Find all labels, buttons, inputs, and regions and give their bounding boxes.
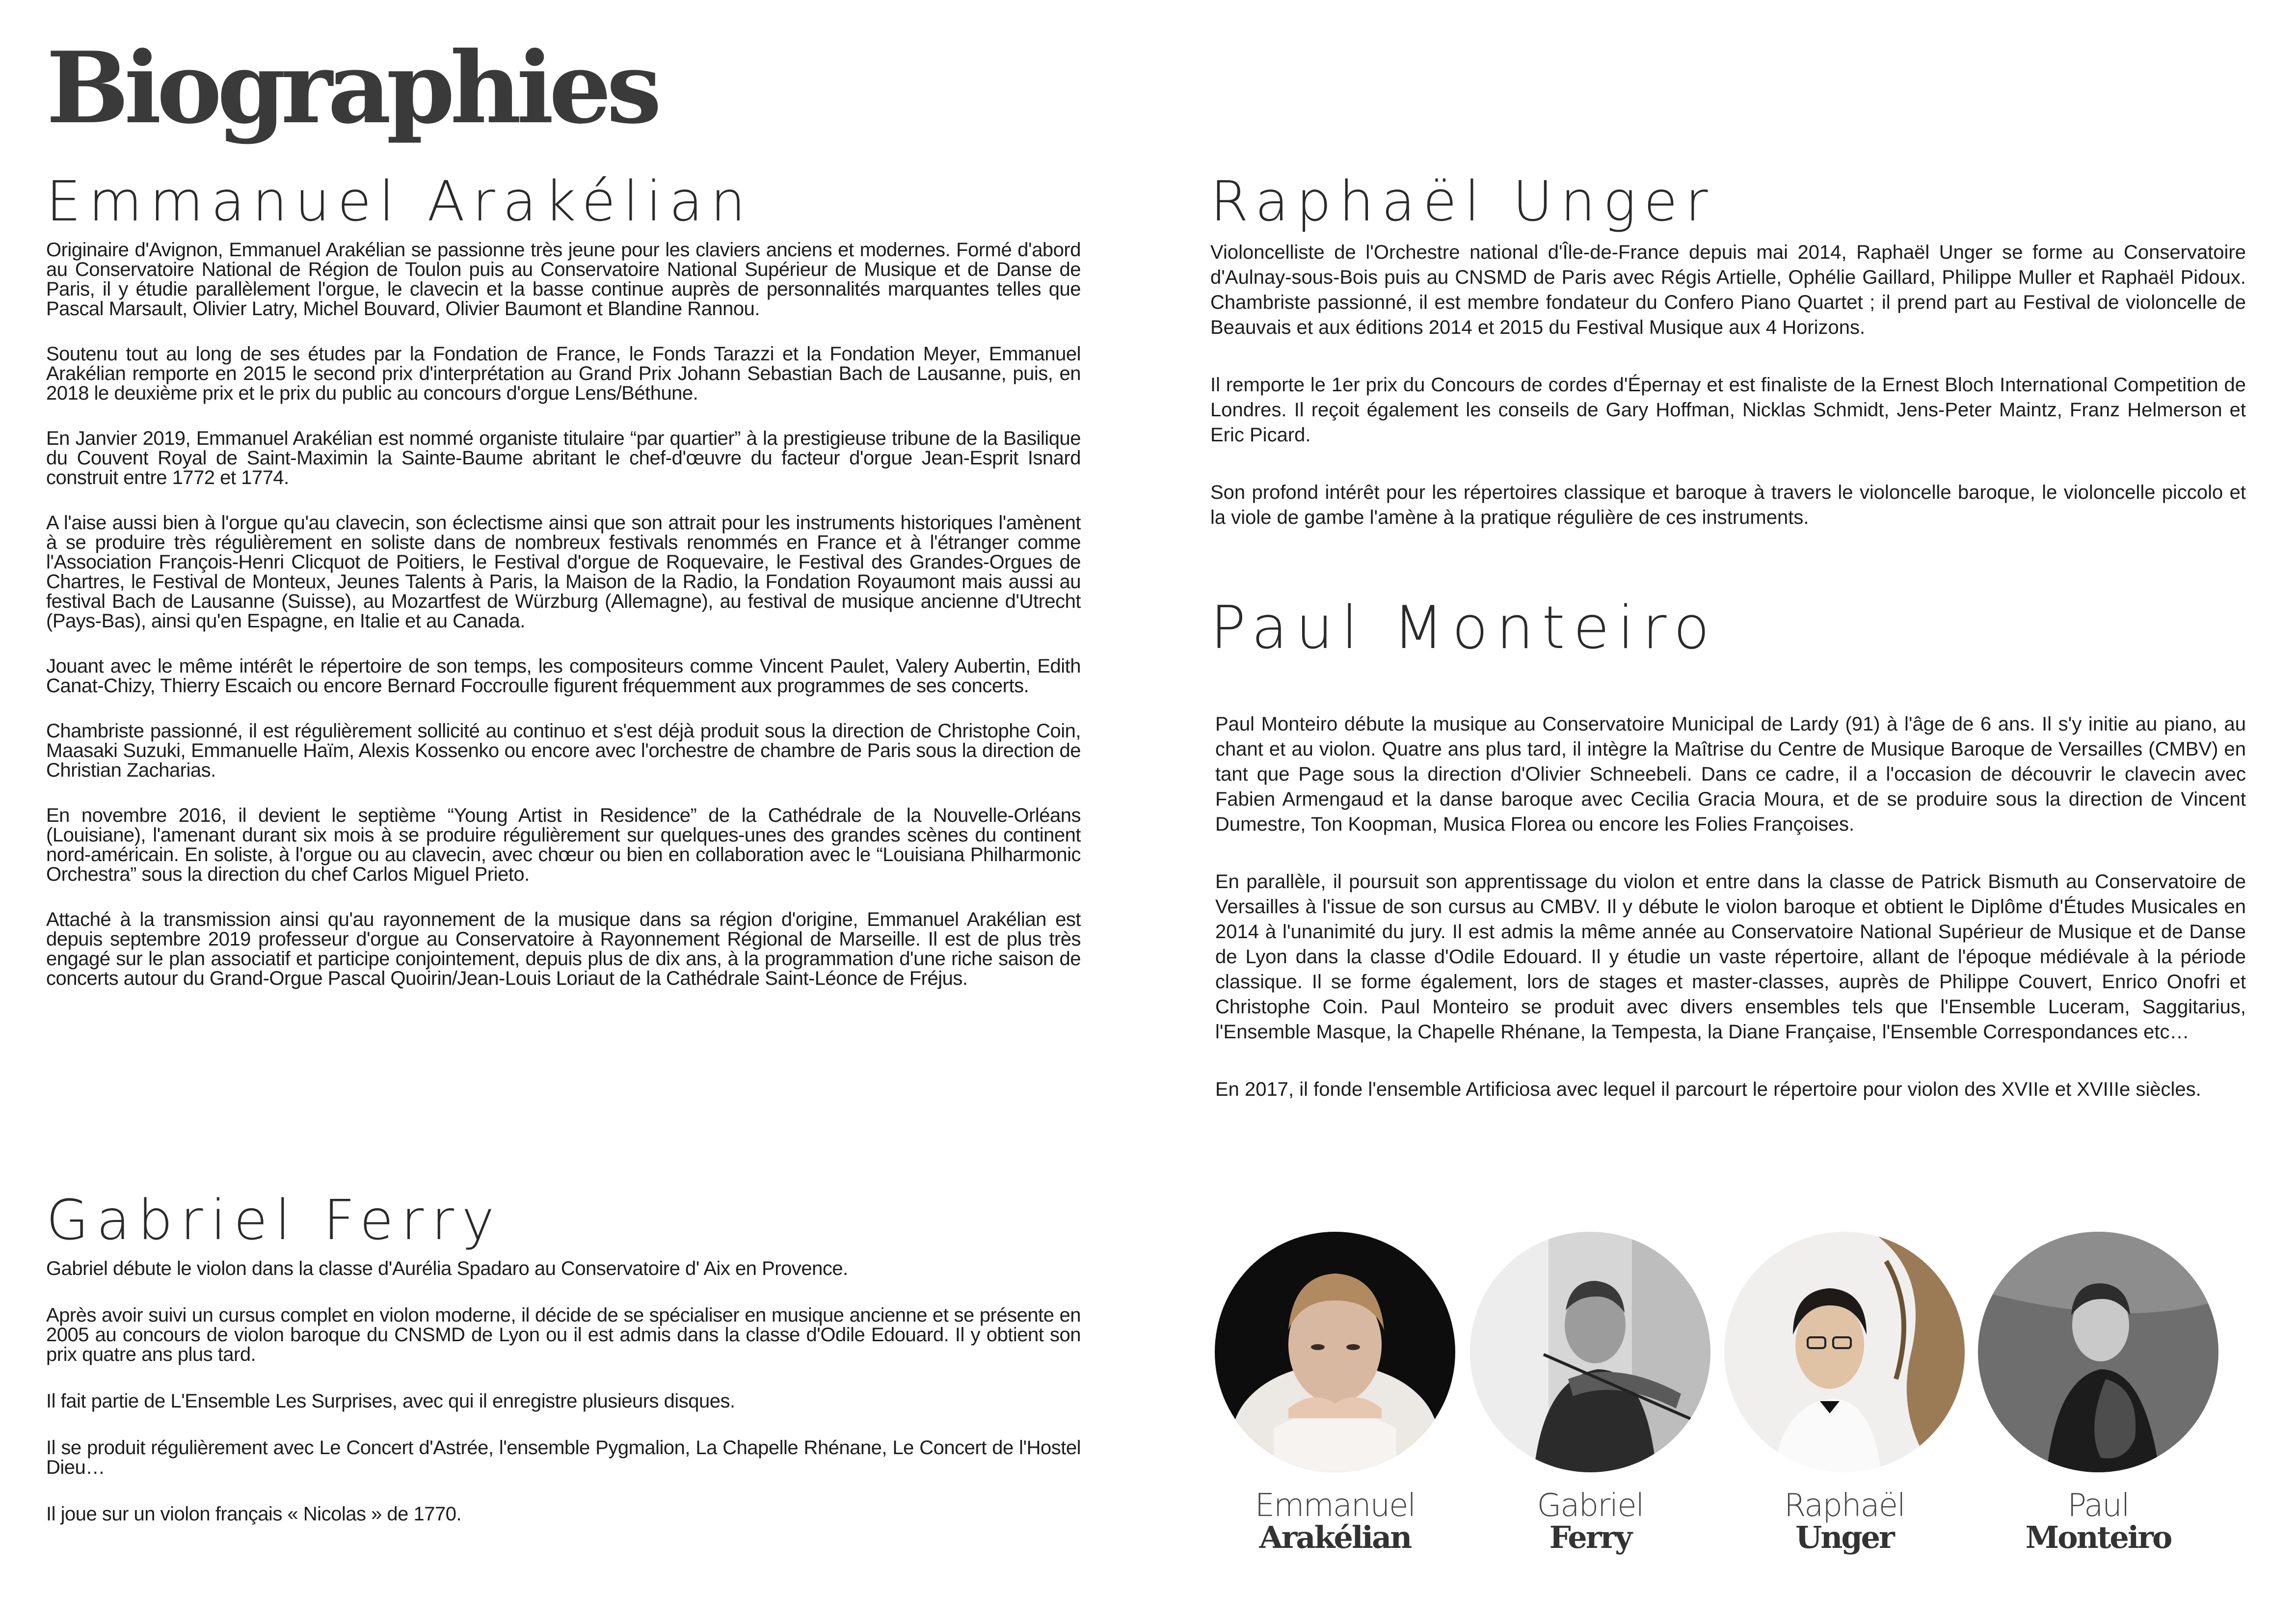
- bio-body: [46, 1259, 1081, 1524]
- bio-paragraph: Chambriste passionné, il est régulièrement sollicité au continuo et s'est déjà produit sous la direction de Christophe Coin, Maasaki Suzuki, Emmanuelle Haïm, Alexis Kossenko ou encore avec l'orchestre de chambre de Paris sous la direction de Christian Zacharias.: [46, 720, 1081, 781]
- bio-monteiro: [1210, 594, 2246, 1102]
- bio-paragraph: Originaire d'Avignon, Emmanuel Arakélian se passionne très jeune pour les claviers anciens et modernes. Formé d'abord au Conservatoire National de Région de Toulon puis au Conservatoire National Supérieur de Musique et de Danse de Paris, il y étudie parallèlement l'orgue, le clavecin et la basse continue auprès de personnalités marquantes telles que Pascal Marsault, Olivier Latry, Michel Bouvard, Olivier Baumont et Blandine Rannou.: [46, 239, 1081, 320]
- bio-body: [1210, 712, 2246, 1102]
- bio-paragraph: Soutenu tout au long de ses études par la Fondation de France, le Fonds Tarazzi et la Fondation Meyer, Emmanuel Arakélian remporte en 2015 le second prix d'interprétation au Grand Prix Johann Sebastian Bach de Lausanne, puis, en 2018 le deuxième prix et le prix du public au concours d'orgue Lens/Béthune.: [46, 343, 1081, 404]
- portrait-ferry: [1470, 1232, 1710, 1472]
- caption-first-name: Gabriel: [1537, 1488, 1644, 1524]
- bio-paragraph: Après avoir suivi un cursus complet en violon moderne, il décide de se spécialiser en musique ancienne et se présente en 2005 au concours de violon baroque du CNSMD de Lyon ou il est admis dans la classe d'Odile Edouard. Il y obtient son prix quatre ans plus tard.: [46, 1304, 1081, 1365]
- bio-name: Gabriel Ferry: [46, 1189, 502, 1252]
- portrait-caption: [1724, 1490, 1965, 1554]
- bio-paragraph: Il remporte le 1er prix du Concours de cordes d'Épernay et est finaliste de la Ernest Bloch International Competition de Londres. Il reçoit également les conseils de Gary Hoffman, Nicklas Schmidt, Jens-Peter Maintz, Franz Helmerson et Eric Picard.: [1210, 374, 2246, 446]
- caption-first-name: Paul: [2067, 1488, 2129, 1524]
- portrait-caption: [1215, 1490, 1455, 1554]
- bio-arakelian: [46, 170, 1081, 989]
- bio-name: Emmanuel Arakélian: [46, 170, 753, 234]
- bio-name: Paul Monteiro: [1210, 594, 1718, 662]
- bio-name: Raphaël Unger: [1210, 170, 1716, 234]
- caption-last-name: Arakélian: [1259, 1519, 1411, 1555]
- bio-paragraph: Violoncelliste de l'Orchestre national d'Île-de-France depuis mai 2014, Raphaël Unger se forme au Conservatoire d'Aulnay-sous-Bois puis au CNSMD de Paris avec Régis Artielle, Ophélie Gaillard, Philippe Muller et Raphaël Pidoux. Chambriste passionné, il est membre fondateur du Confero Piano Quartet ; il prend part au Festival de violoncelle de Beauvais et aux éditions 2014 et 2015 du Festival Musique aux 4 Horizons.: [1210, 242, 2246, 338]
- bio-paragraph: A l'aise aussi bien à l'orgue qu'au clavecin, son éclectisme ainsi que son attrait pour les instruments historiques l'amènent à se produire très régulièrement en soliste dans de nombreux festivals renommés en France et à l'étranger comme l'Association François-Henri Clicquot de Poitiers, le Festival d'orgue de Roquevaire, le Festival des Grandes-Orgues de Chartres, le Festival de Monteux, Jeunes Talents à Paris, la Maison de la Radio, la Fondation Royaumont mais aussi au festival Bach de Lausanne (Suisse), au Mozartfest de Würzburg (Allemagne), au festival de musique ancienne d'Utrecht (Pays-Bas), ainsi qu'en Espagne, en Italie et au Canada.: [46, 512, 1081, 632]
- bio-paragraph: En 2017, il fonde l'ensemble Artificiosa avec lequel il parcourt le répertoire pour violon des XVIIe et XVIIIe siècles.: [1215, 1079, 2201, 1100]
- caption-last-name: Monteiro: [2025, 1519, 2171, 1555]
- bio-paragraph: Gabriel débute le violon dans la classe d'Aurélia Spadaro au Conservatoire d' Aix en Provence.: [46, 1258, 848, 1279]
- bio-paragraph: Attaché à la transmission ainsi qu'au rayonnement de la musique dans sa région d'origine, Emmanuel Arakélian est depuis septembre 2019 professeur d'orgue au Conservatoire à Rayonnement Régional de Marseille. Il est de plus très engagé sur le plan associatif et participe conjointement, depuis plus de dix ans, à la programmation d'une riche saison de concerts autour du Grand-Orgue Pascal Quoirin/Jean-Louis Loriaut de la Cathédrale Saint-Léonce de Fréjus.: [46, 909, 1081, 989]
- portrait-unger: [1724, 1232, 1965, 1472]
- bio-body: [46, 240, 1081, 988]
- caption-last-name: Unger: [1795, 1519, 1894, 1555]
- bio-unger: [1210, 170, 2246, 530]
- bio-paragraph: En parallèle, il poursuit son apprentissage du violon et entre dans la classe de Patrick Bismuth au Conservatoire de Versailles à l'issue de son cursus au CMBV. Il y débute le violon baroque et obtient le Diplôme d'Études Musicales en 2014 à l'unanimité du jury. Il est admis la même année au Conservatoire National Supérieur de Musique et de Danse de Lyon dans la classe d'Odile Edouard. Il y étudie un vaste répertoire, allant de l'époque médiévale à la période classique. Il se forme également, lors de stages et master-classes, auprès de Philippe Couvert, Enrico Onofri et Christophe Coin. Paul Monteiro se produit avec divers ensembles tels que l'Ensemble Luceram, Saggitarius, l'Ensemble Masque, la Chapelle Rhénane, la Tempesta, la Diane Française, l'Ensemble Correspondances etc…: [1215, 871, 2246, 1043]
- bio-ferry: [46, 1189, 1081, 1525]
- bio-paragraph: En novembre 2016, il devient le septième “Young Artist in Residence” de la Cathédrale de la Nouvelle-Orléans (Louisiane), l'amenant durant six mois à se produire régulièrement sur quelques-unes des grandes scènes du continent nord-américain. En soliste, à l'orgue ou au clavecin, avec chœur ou bien en collaboration avec le “Louisiana Philharmonic Orchestra” sous la direction du chef Carlos Miguel Prieto.: [46, 805, 1081, 885]
- portrait-monteiro: [1978, 1232, 2218, 1472]
- caption-last-name: Ferry: [1549, 1519, 1631, 1555]
- bio-paragraph: Son profond intérêt pour les répertoires classique et baroque à travers le violoncelle baroque, le violoncelle piccolo et la viole de gambe l'amène à la pratique régulière de ces instruments.: [1210, 482, 2246, 528]
- caption-first-name: Raphaël: [1784, 1488, 1905, 1524]
- page-title: Biographies: [46, 30, 657, 146]
- bio-body: [1210, 240, 2246, 530]
- bio-paragraph: Il se produit régulièrement avec Le Concert d'Astrée, l'ensemble Pygmalion, La Chapelle Rhénane, Le Concert de l'Hostel Dieu…: [46, 1437, 1081, 1478]
- portrait-arakelian: [1215, 1232, 1455, 1472]
- bio-paragraph: En Janvier 2019, Emmanuel Arakélian est nommé organiste titulaire “par quartier” à la prestigieuse tribune de la Basilique du Couvent Royal de Saint-Maximin la Sainte-Baume abritant le chef-d'œuvre du facteur d'orgue Jean-Esprit Isnard construit entre 1772 et 1774.: [46, 428, 1081, 488]
- caption-first-name: Emmanuel: [1255, 1488, 1415, 1524]
- portrait-caption: [1470, 1490, 1710, 1554]
- portrait-caption: [1978, 1490, 2218, 1554]
- bio-paragraph: Paul Monteiro débute la musique au Conservatoire Municipal de Lardy (91) à l'âge de 6 ans. Il s'y initie au piano, au chant et au violon. Quatre ans plus tard, il intègre la Maîtrise du Centre de Musique Baroque de Versailles (CMBV) en tant que Page sous la direction d'Olivier Schneebeli. Dans ce cadre, il a l'occasion de découvrir le clavecin avec Fabien Armengaud et la danse baroque avec Cecilia Gracia Moura, et de se produire sous la direction de Vincent Dumestre, Ton Koopman, Musica Florea ou encore les Folies Françoises.: [1215, 713, 2246, 835]
- bio-paragraph: Il fait partie de L'Ensemble Les Surprises, avec qui il enregistre plusieurs disques.: [46, 1390, 735, 1412]
- bio-paragraph: Il joue sur un violon français « Nicolas » de 1770.: [46, 1503, 462, 1525]
- bio-paragraph: Jouant avec le même intérêt le répertoire de son temps, les compositeurs comme Vincent Paulet, Valery Aubertin, Edith Canat-Chizy, Thierry Escaich ou encore Bernard Foccroulle figurent fréquemment aux programmes de ses concerts.: [46, 655, 1081, 697]
